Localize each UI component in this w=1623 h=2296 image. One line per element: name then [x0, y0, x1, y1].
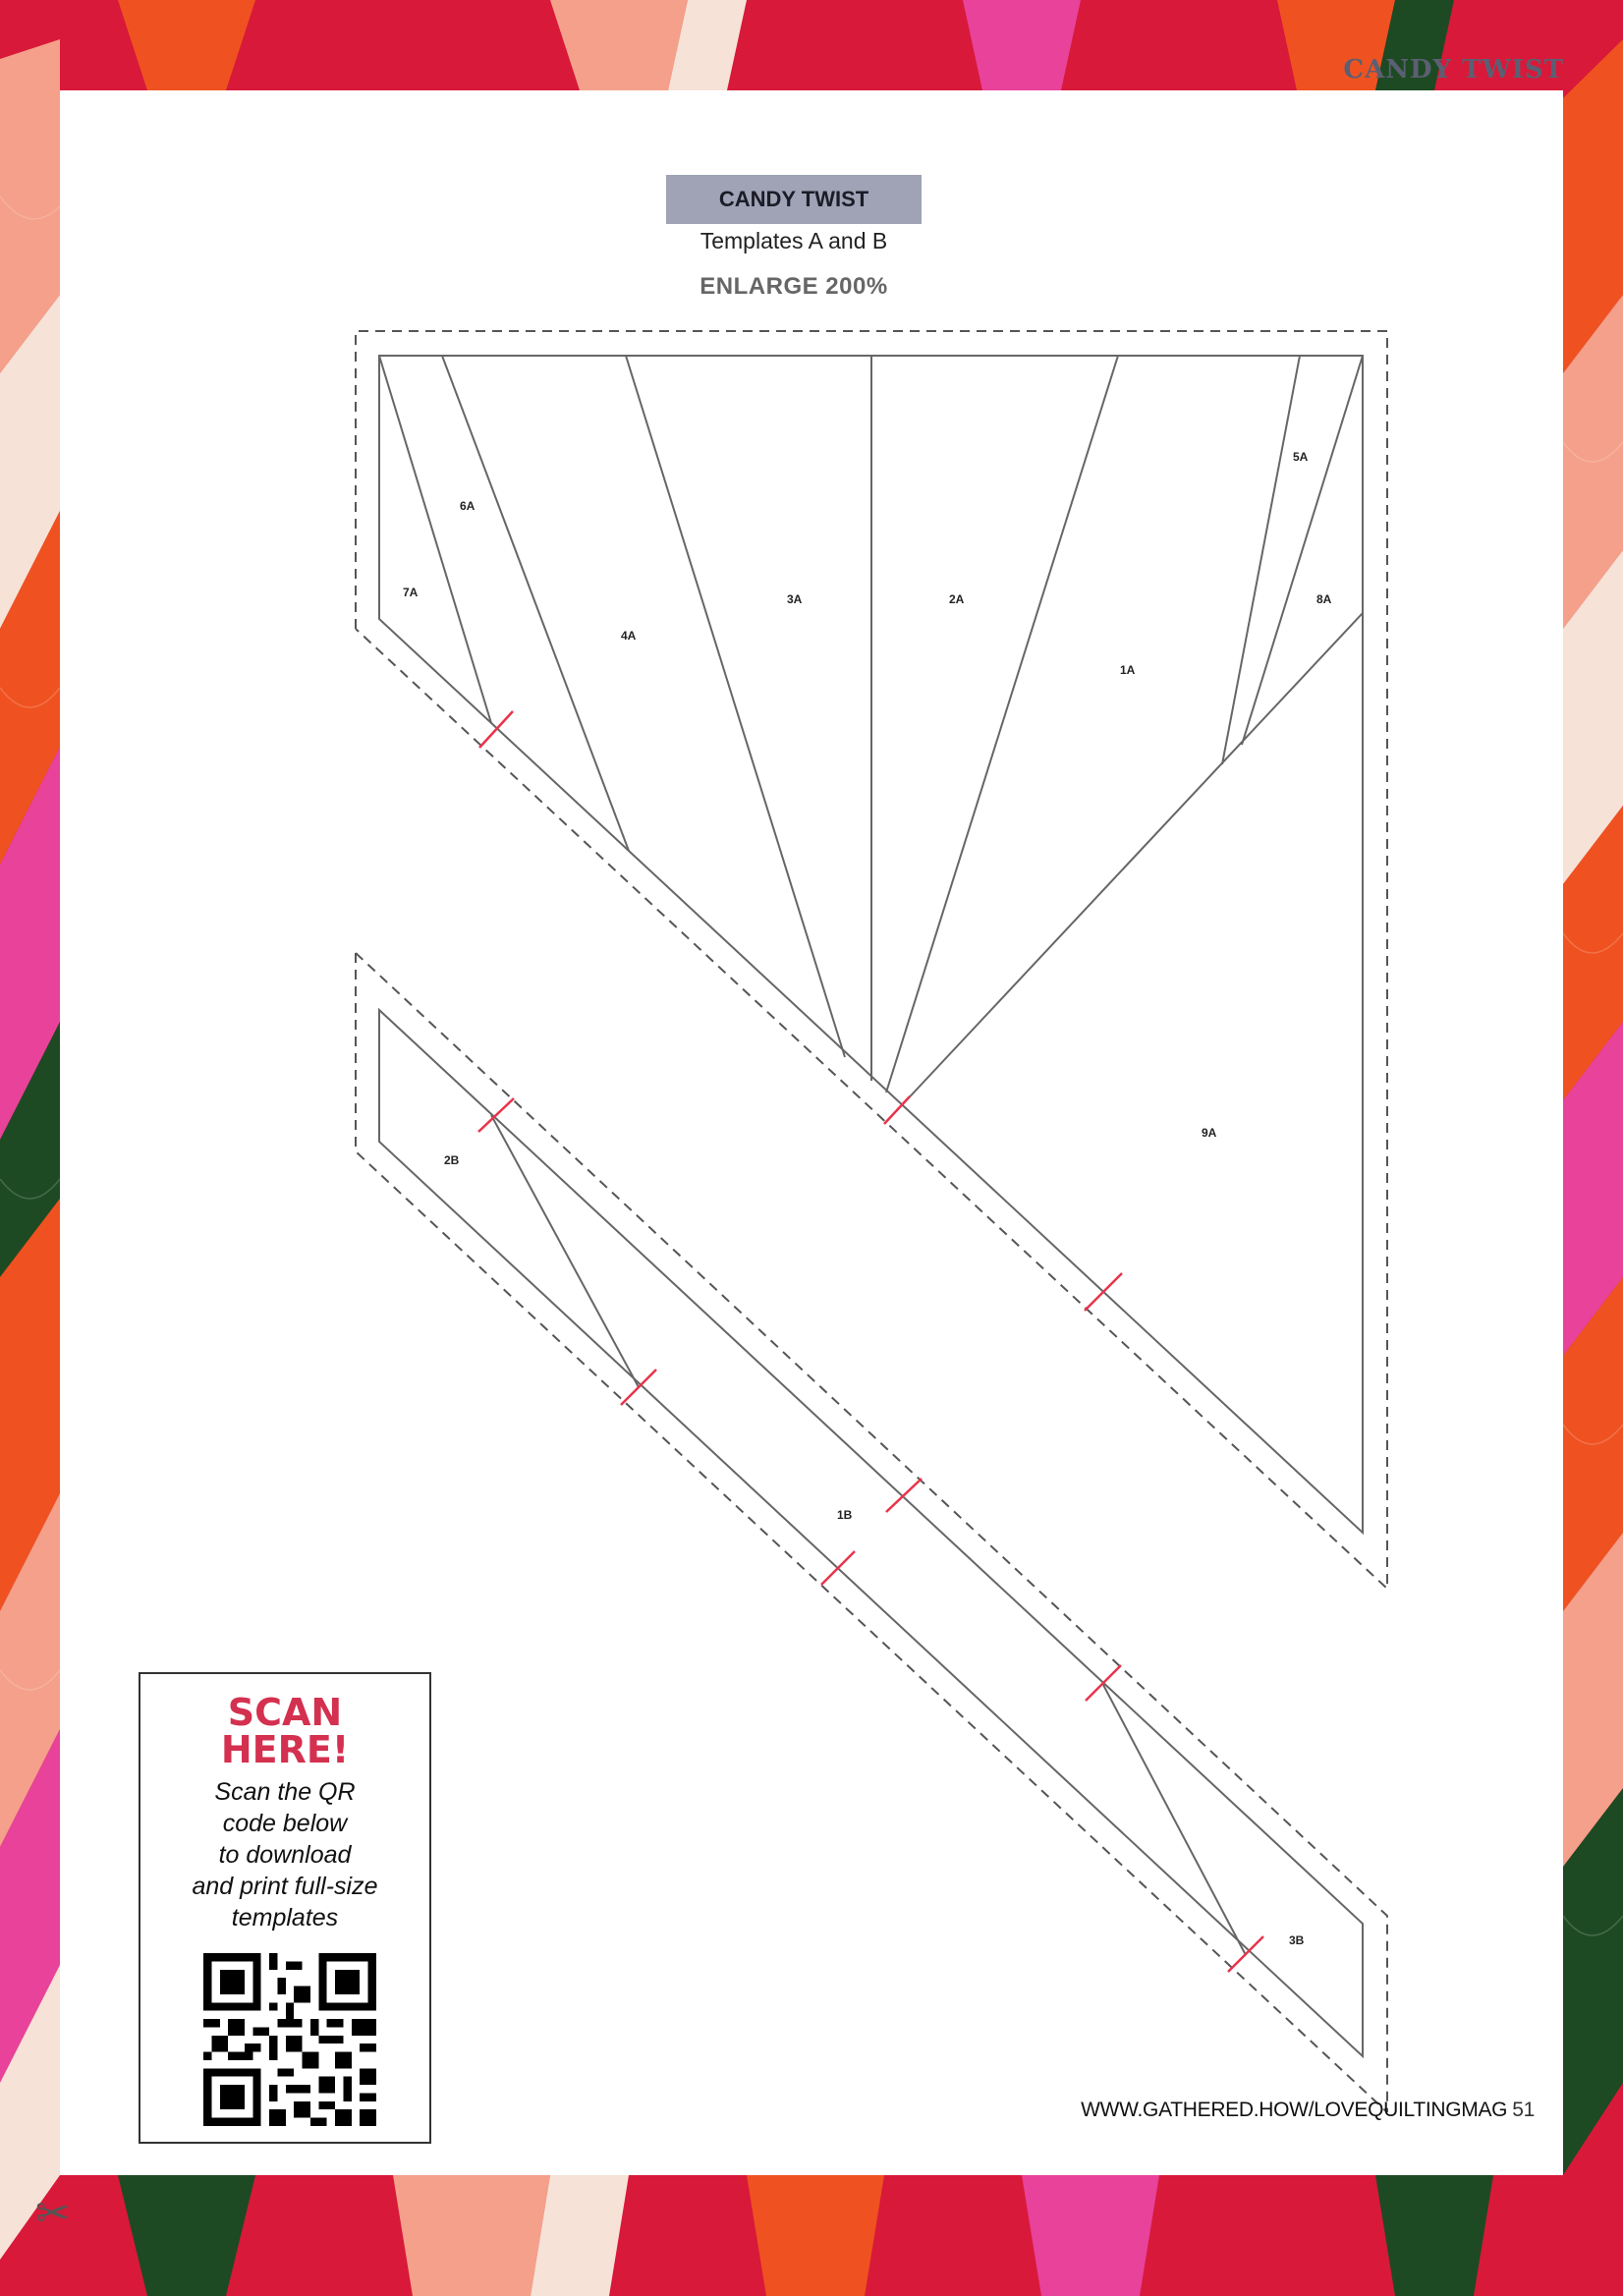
label-4a: 4A — [621, 629, 637, 643]
running-head: CANDY TWIST — [1343, 55, 1564, 84]
template-title: CANDY TWIST — [666, 175, 922, 224]
footer — [1081, 2099, 1535, 2122]
label-2b: 2B — [444, 1153, 460, 1167]
label-5a: 5A — [1293, 450, 1309, 464]
page-number: 51 — [1512, 2099, 1535, 2121]
scan-instructions: Scan the QR code below to download and print full-size templates — [192, 1778, 378, 1932]
template-subtitle: Templates A and B — [700, 228, 888, 253]
template-b — [356, 953, 1387, 2112]
template-b-seam-allowance-bottom — [356, 953, 1387, 2112]
label-1b: 1B — [837, 1508, 853, 1522]
footer-url[interactable]: WWW.GATHERED.HOW/LOVEQUILTINGMAG — [1081, 2099, 1508, 2121]
label-6a: 6A — [460, 499, 476, 513]
label-3b: 3B — [1289, 1933, 1305, 1947]
qr-code-icon[interactable] — [203, 1953, 376, 2126]
template-b-seam-allowance-top — [356, 953, 1387, 2112]
template-b-seams — [491, 1115, 1246, 1955]
label-1a: 1A — [1120, 663, 1136, 677]
template-a — [356, 331, 1387, 1589]
template-a-seams — [379, 356, 1363, 1106]
label-2a: 2A — [949, 592, 965, 606]
scan-heading: SCAN HERE! — [220, 1691, 350, 1771]
label-7a: 7A — [403, 586, 419, 599]
enlarge-note: ENLARGE 200% — [700, 273, 888, 300]
label-8a: 8A — [1316, 592, 1332, 606]
template-b-registration-marks — [478, 1098, 1263, 1972]
label-3a: 3A — [787, 592, 803, 606]
template-b-outline — [379, 1010, 1363, 2056]
scissors-icon: ✂ — [35, 2190, 71, 2236]
label-9a: 9A — [1202, 1126, 1217, 1140]
scan-here-box — [139, 1672, 431, 2144]
